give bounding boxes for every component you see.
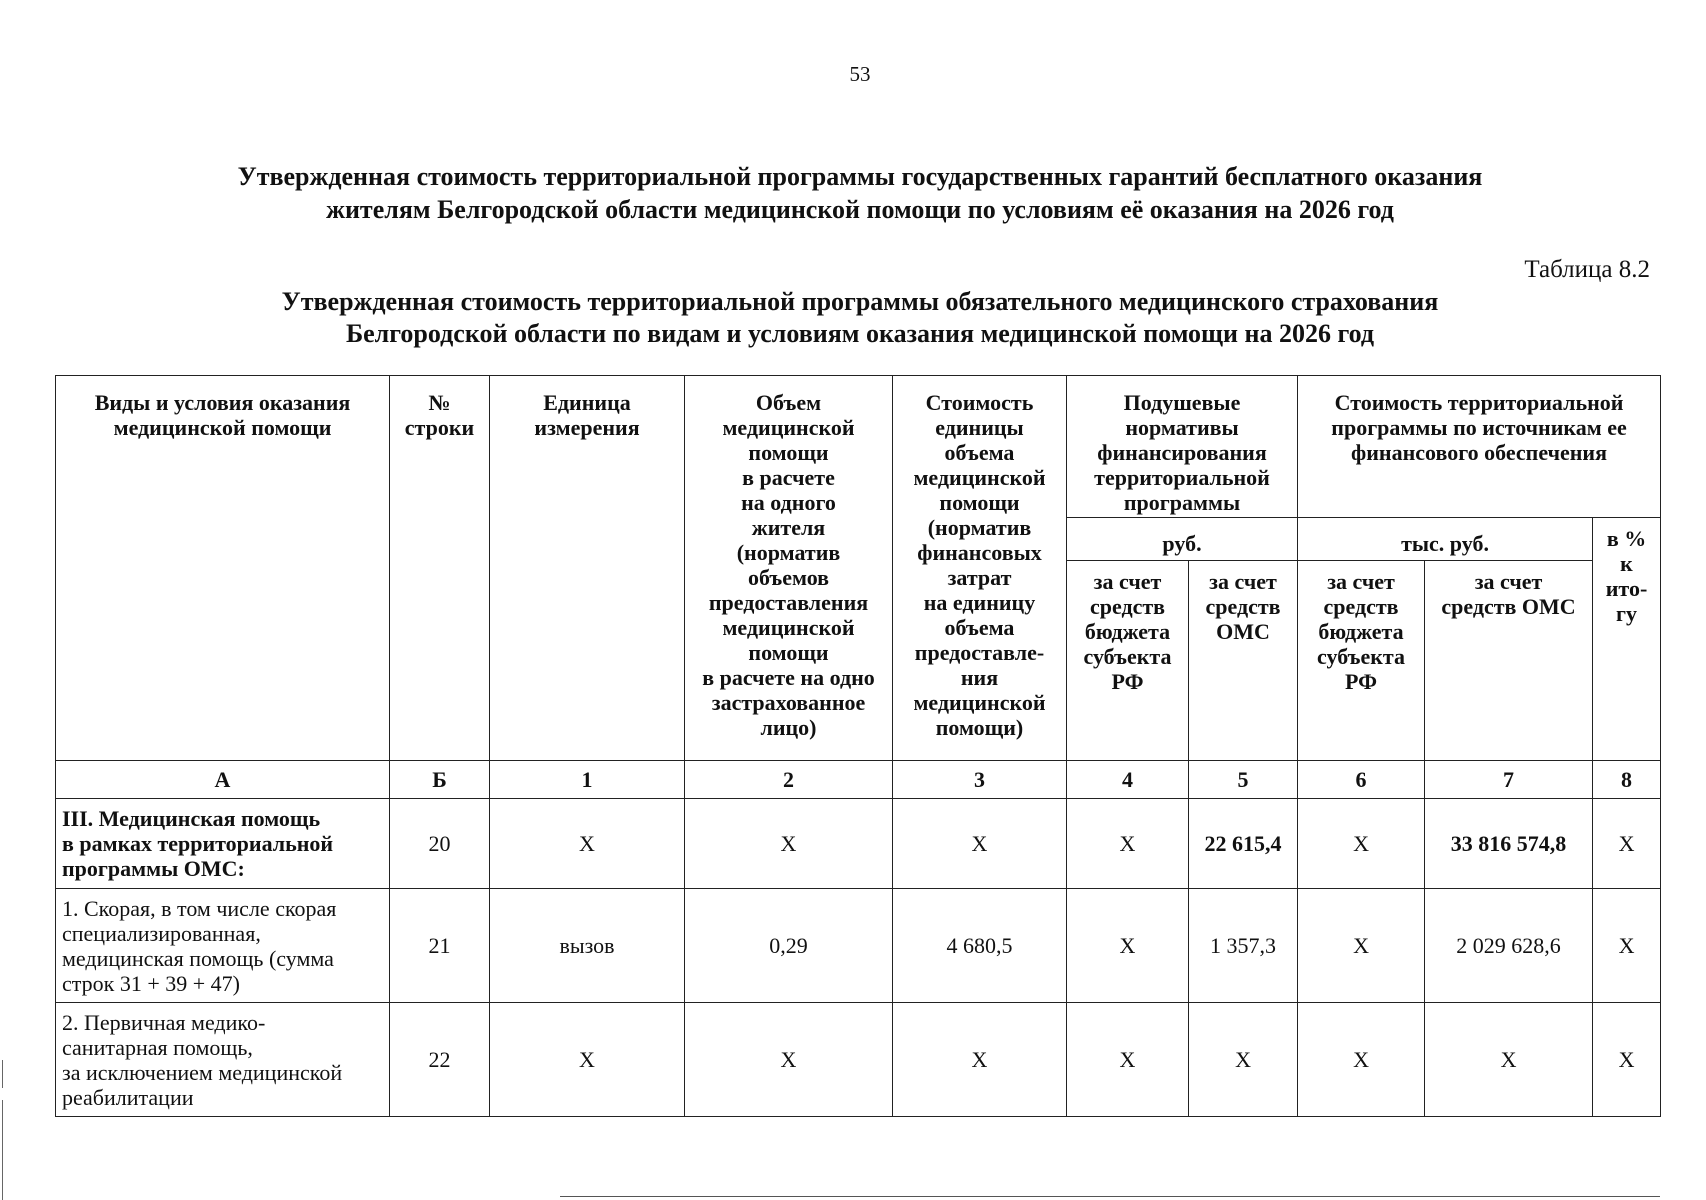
cell-text-line: помощи [748, 640, 829, 665]
cell-text-line: лицо) [760, 715, 817, 740]
cell-text-line: помощи [939, 490, 1020, 515]
cell-oms-rub: Х [1189, 1003, 1298, 1117]
column-number: 6 [1298, 761, 1425, 799]
cell-oms-thous: Х [1425, 1003, 1593, 1117]
cell-text-line: III. Медицинская помощь [62, 806, 321, 831]
row-label [56, 799, 390, 889]
cell-text-line: к [1620, 551, 1633, 576]
header-oms-thous [1425, 561, 1593, 761]
cell-text-line: специализированная, [62, 920, 261, 946]
column-number: 5 [1189, 761, 1298, 799]
cell-text-line: медицинская помощь (сумма [62, 945, 334, 971]
cell-text-line: объемов [747, 565, 830, 590]
cell-text-line: единицы [935, 415, 1024, 440]
cell-text-line: Подушевые [1123, 390, 1241, 415]
cell-text-line: строк 31 + 39 + 47) [62, 970, 240, 996]
cell-text-line: реабилитации [62, 1084, 194, 1110]
table-number: Таблица 8.2 [1524, 256, 1650, 283]
cell-cost: Х [893, 799, 1067, 889]
cell-text-line: бюджета [1318, 619, 1404, 644]
cell-text-line: медицинской [722, 615, 855, 640]
cell-unit: Х [490, 1003, 685, 1117]
table-row [56, 1003, 1661, 1117]
cell-text-line: нормативы [1125, 415, 1239, 440]
cell-budget-rub: Х [1067, 799, 1189, 889]
cell-text-line: гу [1616, 601, 1638, 626]
margin-mark [2, 1060, 3, 1088]
cell-text-line: предоставления [708, 590, 869, 615]
cell-text-line: медицинской [913, 690, 1046, 715]
cell-text-line: объема [944, 440, 1015, 465]
cell-text-line: жителя [751, 515, 826, 540]
margin-mark [2, 1100, 3, 1200]
cell-text-line: ито- [1605, 576, 1648, 601]
cell-budget-thous: Х [1298, 889, 1425, 1003]
row-number: 21 [390, 889, 490, 1003]
header-cost [893, 376, 1067, 761]
cell-volume: Х [685, 1003, 893, 1117]
cell-text-line: ОМС [1216, 619, 1270, 644]
cell-text-line: санитарная помощь, [62, 1034, 253, 1060]
scan-edge-line [560, 1196, 1660, 1197]
cell-unit: вызов [490, 889, 685, 1003]
column-number: 8 [1593, 761, 1661, 799]
header-rub: руб. [1067, 518, 1298, 561]
table-row [56, 889, 1661, 1003]
header-kind [56, 376, 390, 761]
cell-text-line: бюджета [1084, 619, 1171, 644]
cell-text-line: № [428, 390, 451, 415]
main-title [100, 160, 1620, 226]
column-number: 4 [1067, 761, 1189, 799]
column-number: 7 [1425, 761, 1593, 799]
cell-text-line: за счет [1209, 569, 1277, 594]
cell-text-line: финансовых [917, 540, 1042, 565]
cell-oms-rub: 22 615,4 [1189, 799, 1298, 889]
header-budget-thous [1298, 561, 1425, 761]
cell-text-line: средств ОМС [1441, 594, 1576, 619]
cell-text-line: за исключением медицинской [62, 1059, 343, 1085]
cell-text-line: ния [960, 665, 999, 690]
cell-text-line: медицинской помощи [113, 415, 332, 440]
cell-text-line: в % [1606, 526, 1647, 551]
cell-budget-thous: Х [1298, 799, 1425, 889]
header-per-capita [1067, 376, 1298, 518]
cell-oms-rub: 1 357,3 [1189, 889, 1298, 1003]
cell-percent: Х [1593, 1003, 1661, 1117]
cell-text-line: средств [1205, 594, 1281, 619]
cell-text-line: Стоимость территориальной [1334, 390, 1624, 415]
cell-volume: Х [685, 799, 893, 889]
cell-text-line: финансирования [1097, 440, 1267, 465]
cell-volume: 0,29 [685, 889, 893, 1003]
cell-cost: Х [893, 1003, 1067, 1117]
cell-text-line: 2. Первичная медико- [62, 1009, 266, 1035]
cell-text-line: на одного [741, 490, 836, 515]
header-program-cost [1298, 376, 1661, 518]
cell-text-line: за счет [1474, 569, 1543, 594]
column-number: 2 [685, 761, 893, 799]
cell-text-line: программы [1123, 490, 1241, 515]
cell-text-line: программы по источникам ее [1331, 415, 1627, 440]
table-row [56, 799, 1661, 889]
cell-text-line: объема [944, 615, 1015, 640]
row-number: 22 [390, 1003, 490, 1117]
cell-text-line: в рамках территориальной [62, 831, 334, 856]
cell-cost: 4 680,5 [893, 889, 1067, 1003]
cell-text-line: на единицу [923, 590, 1036, 615]
cell-unit: Х [490, 799, 685, 889]
cell-text-line: РФ [1111, 669, 1144, 694]
cell-oms-thous: 2 029 628,6 [1425, 889, 1593, 1003]
header-thous-rub: тыс. руб. [1298, 518, 1593, 561]
cell-percent: Х [1593, 889, 1661, 1003]
cell-text-line: измерения [534, 415, 640, 440]
cell-percent: Х [1593, 799, 1661, 889]
header-unit [490, 376, 685, 761]
cell-budget-rub: Х [1067, 889, 1189, 1003]
row-number: 20 [390, 799, 490, 889]
column-number-row [56, 761, 1661, 799]
row-label [56, 889, 390, 1003]
cost-table [55, 375, 1661, 1117]
cell-text-line: за счет [1327, 569, 1395, 594]
cell-text-line: предоставле- [914, 640, 1045, 665]
cell-budget-rub: Х [1067, 1003, 1189, 1117]
cell-text-line: (норматив [927, 515, 1032, 540]
column-number: Б [390, 761, 490, 799]
table-title-line-1: Утвержденная стоимость территориальной программы обязательного медицинского страхования [281, 287, 1439, 316]
cell-text-line: помощи) [935, 715, 1024, 740]
header-volume [685, 376, 893, 761]
page-number: 53 [849, 62, 871, 86]
cell-text-line: затрат [947, 565, 1012, 590]
cell-text-line: за счет [1093, 569, 1162, 594]
cell-text-line: застрахованное [711, 690, 866, 715]
table-title-line-2: Белгородской области по видам и условиям оказания медицинской помощи на 2026 год [345, 319, 1375, 348]
cell-text-line: субъекта [1083, 644, 1172, 669]
header-row-no [390, 376, 490, 761]
cell-text-line: медицинской [722, 415, 855, 440]
cell-oms-thous: 33 816 574,8 [1425, 799, 1593, 889]
column-number: 1 [490, 761, 685, 799]
cell-text-line: строки [404, 415, 475, 440]
cell-text-line: средств [1089, 594, 1166, 619]
cell-text-line: программы ОМС: [62, 856, 245, 881]
cell-text-line: 1. Скорая, в том числе скорая [62, 895, 337, 921]
main-title-line-2: жителям Белгородской области медицинской помощи по условиям её оказания на 2026 год [326, 195, 1394, 224]
cell-text-line: финансового обеспечения [1351, 440, 1607, 465]
table-title [100, 286, 1620, 350]
cell-text-line: Виды и условия оказания [94, 390, 351, 415]
cell-text-line: (норматив [736, 540, 841, 565]
cell-text-line: территориальной [1094, 465, 1270, 490]
main-title-line-1: Утвержденная стоимость территориальной программы государственных гарантий бесплатного оказания [237, 162, 1483, 191]
header-budget-rub [1067, 561, 1189, 761]
column-number: А [56, 761, 390, 799]
cell-text-line: РФ [1345, 669, 1377, 694]
cell-text-line: средств [1323, 594, 1399, 619]
cell-text-line: Единица [543, 390, 631, 415]
header-percent [1593, 518, 1661, 761]
cell-text-line: в расчете на одно [702, 665, 875, 690]
row-label [56, 1003, 390, 1117]
cell-text-line: помощи [748, 440, 829, 465]
cell-text-line: Стоимость [925, 390, 1034, 415]
cell-text-line: субъекта [1317, 644, 1405, 669]
cell-text-line: в расчете [742, 465, 835, 490]
header-oms-rub [1189, 561, 1298, 761]
cell-text-line: Объем [755, 390, 822, 415]
cell-text-line: медицинской [913, 465, 1046, 490]
column-number: 3 [893, 761, 1067, 799]
cell-budget-thous: Х [1298, 1003, 1425, 1117]
